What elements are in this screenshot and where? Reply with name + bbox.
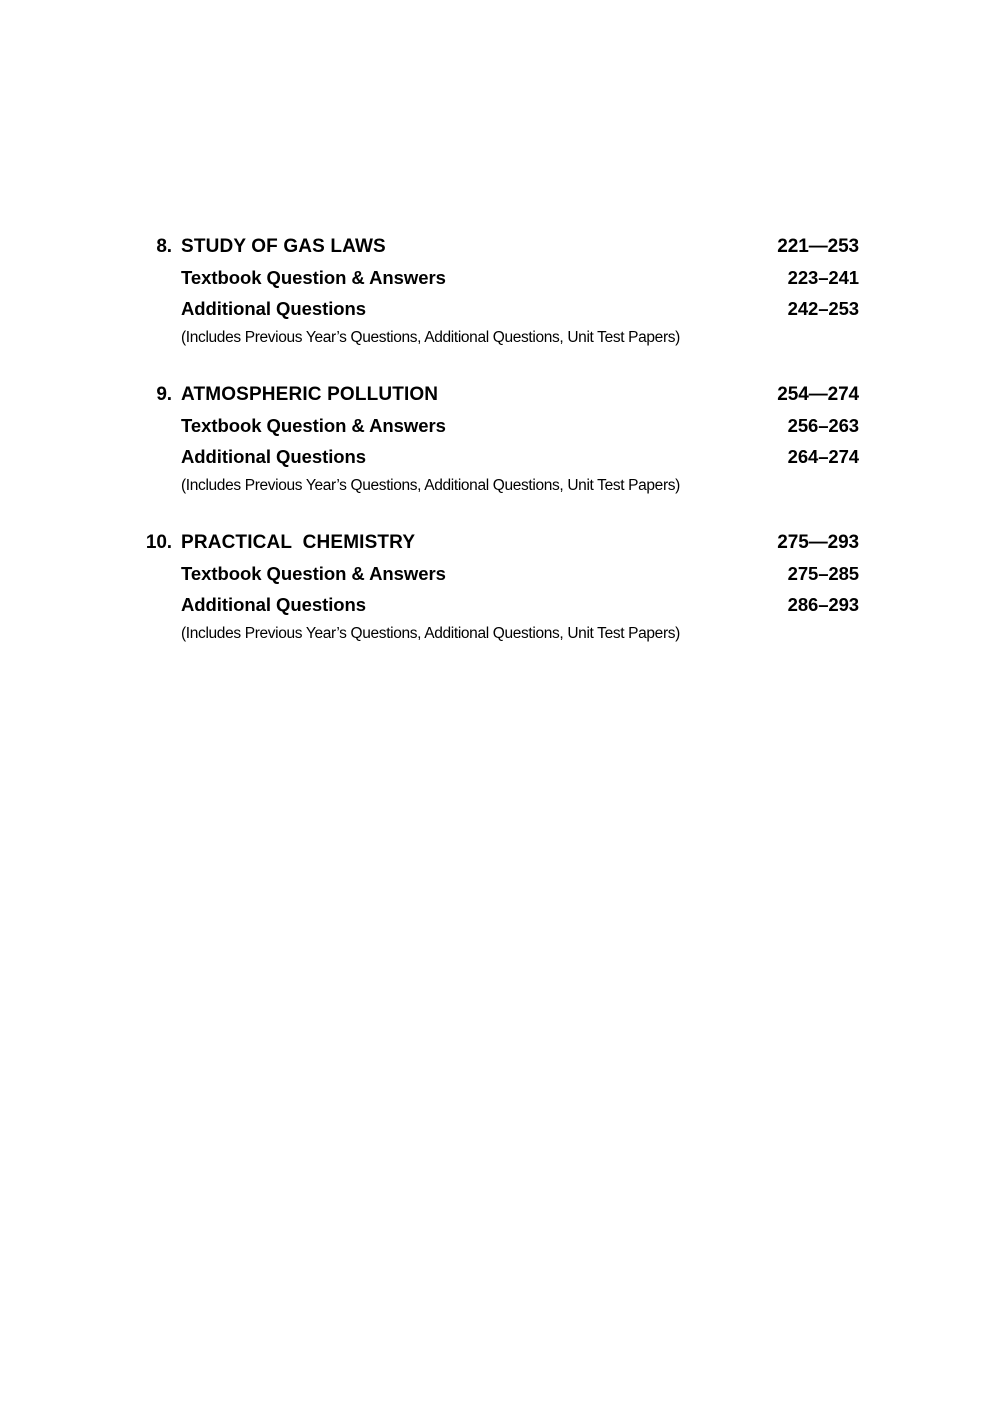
chapter-page-range: 254—274: [777, 384, 859, 405]
chapter-title: PRACTICAL CHEMISTRY: [181, 532, 416, 553]
table-of-contents: [137, 236, 859, 654]
toc-chapter-entry: [137, 384, 859, 506]
toc-chapter-entry: [137, 236, 859, 358]
toc-subitem-row[interactable]: [137, 563, 859, 594]
chapter-number: 8.: [156, 236, 172, 257]
toc-subitem-row[interactable]: [137, 267, 859, 298]
toc-chapter-entry: [137, 532, 859, 654]
subitem-label: Textbook Question & Answers: [181, 415, 446, 436]
chapter-note: (Includes Previous Year’s Questions, Additional Questions, Unit Test Papers): [181, 477, 680, 494]
chapter-number: 9.: [156, 384, 172, 405]
chapter-note: (Includes Previous Year’s Questions, Additional Questions, Unit Test Papers): [181, 329, 680, 346]
chapter-title: ATMOSPHERIC POLLUTION: [181, 384, 439, 405]
subitem-page-range: 264–274: [787, 446, 859, 467]
chapter-page-range: 221—253: [777, 236, 859, 257]
toc-note-row: [137, 329, 859, 358]
subitem-label: Additional Questions: [181, 594, 367, 615]
toc-subitem-row[interactable]: [137, 446, 859, 477]
chapter-note: (Includes Previous Year’s Questions, Additional Questions, Unit Test Papers): [181, 625, 680, 642]
subitem-page-range: 275–285: [787, 563, 859, 584]
subitem-page-range: 286–293: [787, 594, 859, 615]
subitem-label: Additional Questions: [181, 446, 367, 467]
subitem-label: Textbook Question & Answers: [181, 267, 446, 288]
chapter-page-range: 275—293: [777, 532, 859, 553]
chapter-number: 10.: [145, 532, 172, 553]
toc-chapter-row[interactable]: [137, 532, 859, 563]
toc-subitem-row[interactable]: [137, 415, 859, 446]
toc-subitem-row[interactable]: [137, 594, 859, 625]
subitem-label: Textbook Question & Answers: [181, 563, 446, 584]
subitem-page-range: 223–241: [787, 267, 859, 288]
subitem-page-range: 256–263: [787, 415, 859, 436]
chapter-title: STUDY OF GAS LAWS: [181, 236, 386, 257]
subitem-page-range: 242–253: [787, 298, 859, 319]
toc-chapter-row[interactable]: [137, 236, 859, 267]
toc-note-row: [137, 477, 859, 506]
subitem-label: Additional Questions: [181, 298, 367, 319]
toc-note-row: [137, 625, 859, 654]
toc-chapter-row[interactable]: [137, 384, 859, 415]
toc-subitem-row[interactable]: [137, 298, 859, 329]
